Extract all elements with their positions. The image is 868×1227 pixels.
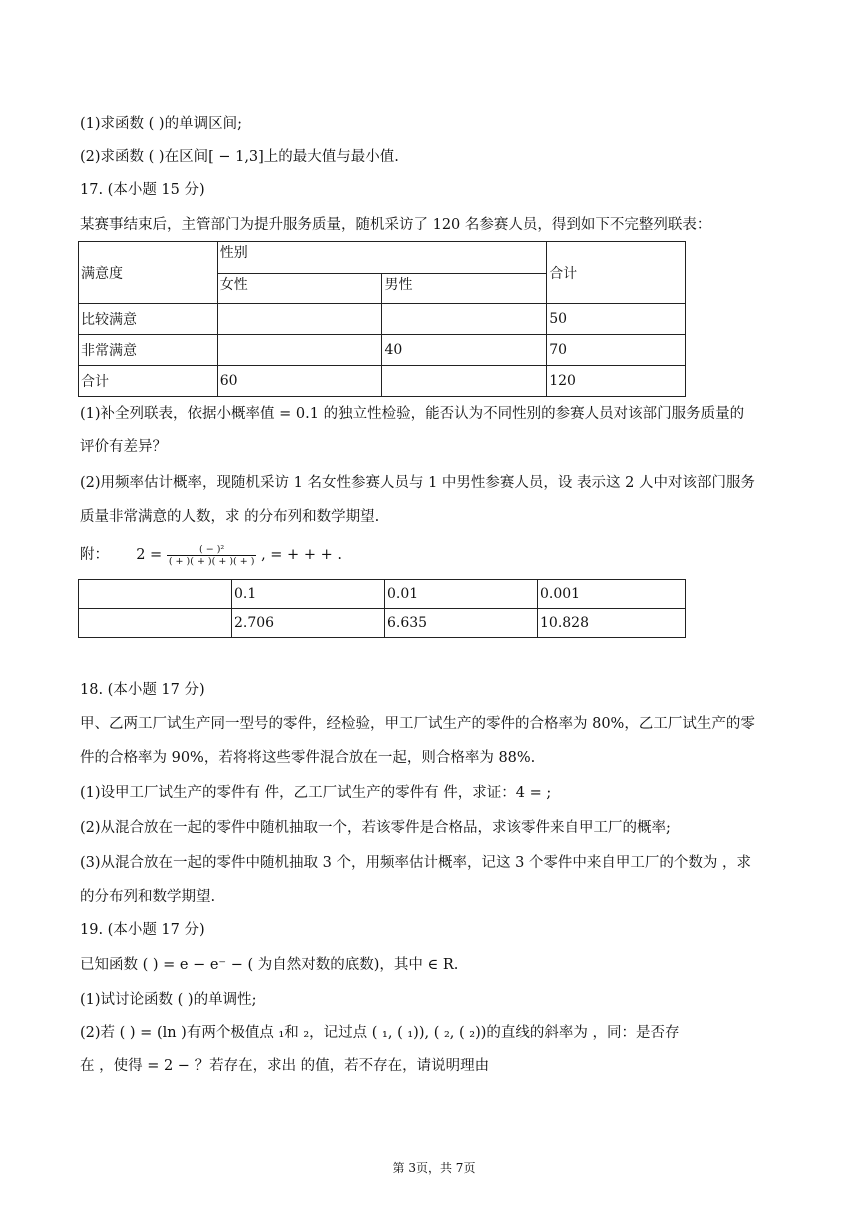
table-header-satisfaction: 满意度	[79, 242, 218, 304]
table-cell: 10.828	[538, 609, 686, 638]
table-cell	[79, 609, 232, 638]
table-header-gender: 性别	[217, 242, 546, 274]
table-cell: 60	[217, 366, 382, 397]
q19-text: 已知函数 ( ) = e − e⁻ − ( 为自然对数的底数)，其中 ∈ R.	[80, 957, 459, 973]
formula-rhs: , = + + + .	[261, 547, 342, 563]
table-cell: 非常满意	[79, 335, 218, 366]
q16-part2: (2)求函数 ( )在区间[ − 1,3]上的最大值与最小值.	[80, 149, 399, 165]
table-row	[79, 366, 686, 397]
table-cell: 合计	[79, 366, 218, 397]
q18-text-line1: 甲、乙两工厂试生产同一型号的零件，经检验，甲工厂试生产的零件的合格率为 80%，乙工厂试生产的零	[80, 716, 755, 732]
table-cell	[382, 366, 547, 397]
table-cell: 50	[547, 304, 686, 335]
q18-part3-line2: 的分布列和数学期望.	[80, 889, 216, 905]
formula-fraction	[167, 544, 257, 567]
table-cell: 6.635	[385, 609, 538, 638]
q19-part2-line2: 在 ，使得 = 2 − ？若存在，求出 的值，若不存在，请说明理由	[80, 1058, 490, 1074]
table-cell: 0.1	[232, 580, 385, 609]
table-row	[79, 304, 686, 335]
q18-header: 18. (本小题 17 分)	[80, 682, 205, 698]
q19-part1: (1)试讨论函数 ( )的单调性;	[80, 992, 257, 1008]
q18-part2: (2)从混合放在一起的零件中随机抽取一个，若该零件是合格品，求该零件来自甲工厂的概率;	[80, 820, 671, 836]
table-cell: 0.01	[385, 580, 538, 609]
q19-part2-line1: (2)若 ( ) = (ln )有两个极值点 ₁和 ₂，记过点 ( ₁, ( ₁)), ( ₂, ( ₂))的直线的斜率为 ，同：是否存	[80, 1025, 680, 1041]
table-cell: 120	[547, 366, 686, 397]
table-cell: 0.001	[538, 580, 686, 609]
table-cell	[217, 335, 382, 366]
q19-header: 19. (本小题 17 分)	[80, 922, 205, 938]
critical-value-table	[78, 579, 686, 638]
q17-intro: 某赛事结束后，主管部门为提升服务质量，随机采访了 120 名参赛人员，得到如下不完整列联表：	[80, 217, 712, 233]
table-cell	[382, 304, 547, 335]
q18-part3-line1: (3)从混合放在一起的零件中随机抽取 3 个，用频率估计概率，记这 3 个零件中来自甲工厂的个数为 ，求	[80, 855, 752, 871]
table-cell: 70	[547, 335, 686, 366]
table-cell: 2.706	[232, 609, 385, 638]
q17-part1-line2: 评价有差异？	[80, 439, 167, 455]
table-header-male: 男性	[382, 274, 547, 304]
table-row	[79, 609, 686, 638]
q17-header: 17. (本小题 15 分)	[80, 182, 205, 198]
q16-part1: (1)求函数 ( )的单调区间;	[80, 116, 242, 132]
table-header-female: 女性	[217, 274, 382, 304]
formula-denominator: ( + )( + )( + )( + )	[168, 555, 255, 567]
table-cell: 40	[382, 335, 547, 366]
q17-part2-line1: (2)用频率估计概率，现随机采访 1 名女性参赛人员与 1 中男性参赛人员，设 表示这 2 人中对该部门服务	[80, 475, 755, 491]
q17-part1-line1: (1)补全列联表，依据小概率值 = 0.1 的独立性检验，能否认为不同性别的参赛人员对该部门服务质量的	[80, 406, 745, 422]
q17-part2-line2: 质量非常满意的人数，求 的分布列和数学期望.	[80, 509, 380, 525]
formula-numerator: ( − )²	[167, 544, 257, 556]
table-cell	[217, 304, 382, 335]
table-cell: 比较满意	[79, 304, 218, 335]
chi-square-formula	[80, 540, 342, 570]
table-header-total: 合计	[547, 242, 686, 304]
q18-part1: (1)设甲工厂试生产的零件有 件，乙工厂试生产的零件有 件，求证：4 = ;	[80, 785, 552, 801]
formula-lhs: 2 =	[136, 547, 163, 563]
appendix-label: 附：	[80, 547, 109, 563]
table-row	[79, 335, 686, 366]
page-footer: 第 3页，共 7页	[392, 1161, 476, 1175]
q18-text-line2: 件的合格率为 90%，若将将这些零件混合放在一起，则合格率为 88%.	[80, 750, 536, 766]
contingency-table	[78, 241, 686, 397]
table-cell	[79, 580, 232, 609]
table-row	[79, 580, 686, 609]
